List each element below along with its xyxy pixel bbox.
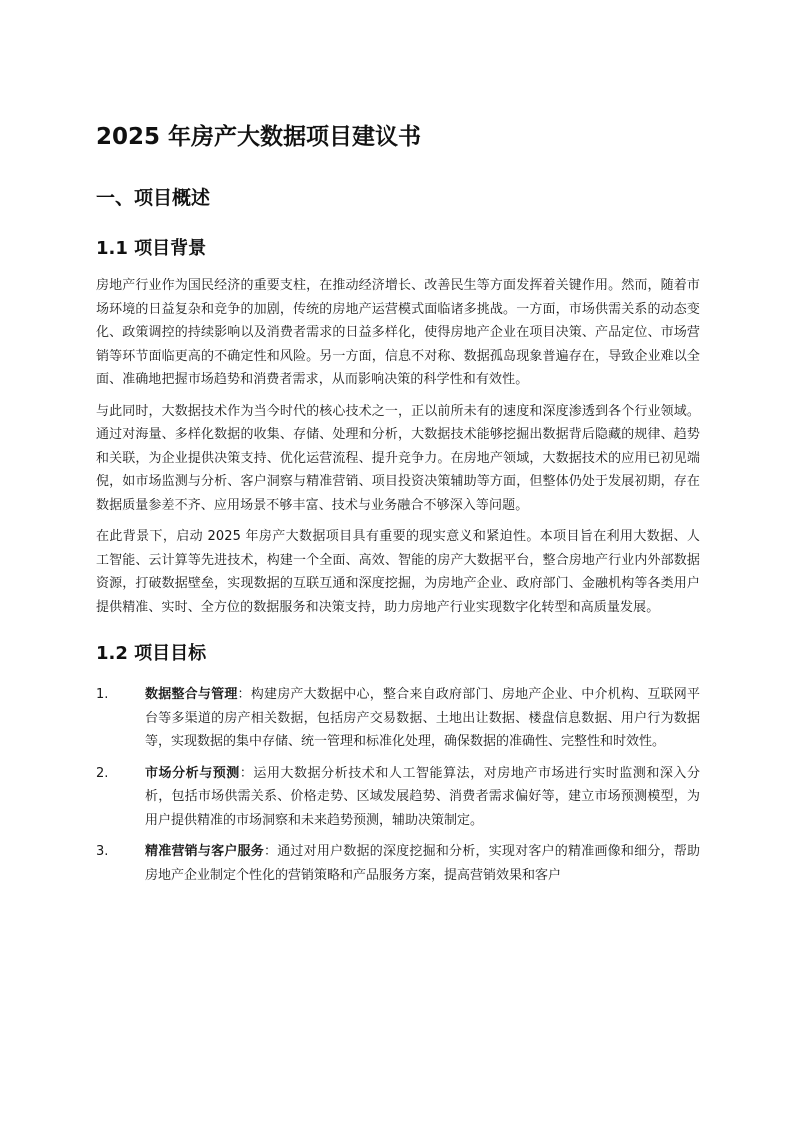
list-item-number: 1.: [96, 687, 109, 702]
paragraph: 在此背景下，启动 2025 年房产大数据项目具有重要的现实意义和紧迫性。本项目旨在利用大数据、人工智能、云计算等先进技术，构建一个全面、高效、智能的房产大数据平台，整合房地产行业内外部数据资源，打破数据壁垒，实现数据的互联互通和深度挖掘，为房地产企业、政府部门、金融机构等各类用户提供精准、实时、全方位的数据服务和决策支持，助力房地产行业实现数字化转型和高质量发展。: [96, 529, 700, 615]
document-title: 2025 年房产大数据项目建议书: [96, 124, 422, 150]
paragraph: 与此同时，大数据技术作为当今时代的核心技术之一，正以前所未有的速度和深度渗透到各个行业领域。通过对海量、多样化数据的收集、存储、处理和分析，大数据技术能够挖掘出数据背后隐藏的规律、趋势和关联，为企业提供决策支持、优化运营流程、提升竞争力。在房地产领域，大数据技术的应用已初见端倪，如市场监测与分析、客户洞察与精准营销、项目投资决策辅助等方面，但整体仍处于发展初期，存在数据质量参差不齐、应用场景不够丰富、技术与业务融合不够深入等问题。: [96, 403, 700, 513]
list-item-text: ：构建房产大数据中心，整合来自政府部门、房地产企业、中介机构、互联网平台等多渠道的房产相关数据，包括房产交易数据、土地出让数据、楼盘信息数据、用户行为数据等，实现数据的集中存储、统一管理和标准化处理，确保数据的准确性、完整性和时效性。: [145, 687, 700, 749]
list-item-number: 3.: [96, 844, 109, 859]
section-heading-overview: 一、项目概述: [96, 187, 211, 209]
list-item: [96, 683, 700, 754]
subsection-heading-goals: 1.2 项目目标: [96, 643, 207, 664]
list-item-text: ：通过对用户数据的深度挖掘和分析，实现对客户的精准画像和细分，帮助房地产企业制定个性化的营销策略和产品服务方案，提高营销效果和客户: [145, 844, 700, 883]
list-item-label: 数据整合与管理: [145, 687, 238, 702]
list-item-label: 精准营销与客户服务: [145, 844, 264, 859]
list-item: [96, 762, 700, 833]
list-item: [96, 840, 700, 887]
subsection-heading-background: 1.1 项目背景: [96, 238, 207, 259]
document-page: [96, 112, 700, 895]
list-item-label: 市场分析与预测: [145, 765, 240, 781]
list-item-text: ：运用大数据分析技术和人工智能算法，对房地产市场进行实时监测和深入分析，包括市场供需关系、价格走势、区域发展趋势、消费者需求偏好等，建立市场预测模型，为用户提供精准的市场洞察和未来趋势预测，辅助决策制定。: [145, 765, 700, 828]
list-item-number: 2.: [96, 765, 109, 781]
paragraph: 房地产行业作为国民经济的重要支柱，在推动经济增长、改善民生等方面发挥着关键作用。然而，随着市场环境的日益复杂和竞争的加剧，传统的房地产运营模式面临诸多挑战。一方面，市场供需关系的动态变化、政策调控的持续影响以及消费者需求的日益多样化，使得房地产企业在项目决策、产品定位、市场营销等环节面临更高的不确定性和风险。另一方面，信息不对称、数据孤岛现象普遍存在，导致企业难以全面、准确地把握市场趋势和消费者需求，从而影响决策的科学性和有效性。: [96, 278, 700, 387]
goals-list: [96, 683, 700, 887]
